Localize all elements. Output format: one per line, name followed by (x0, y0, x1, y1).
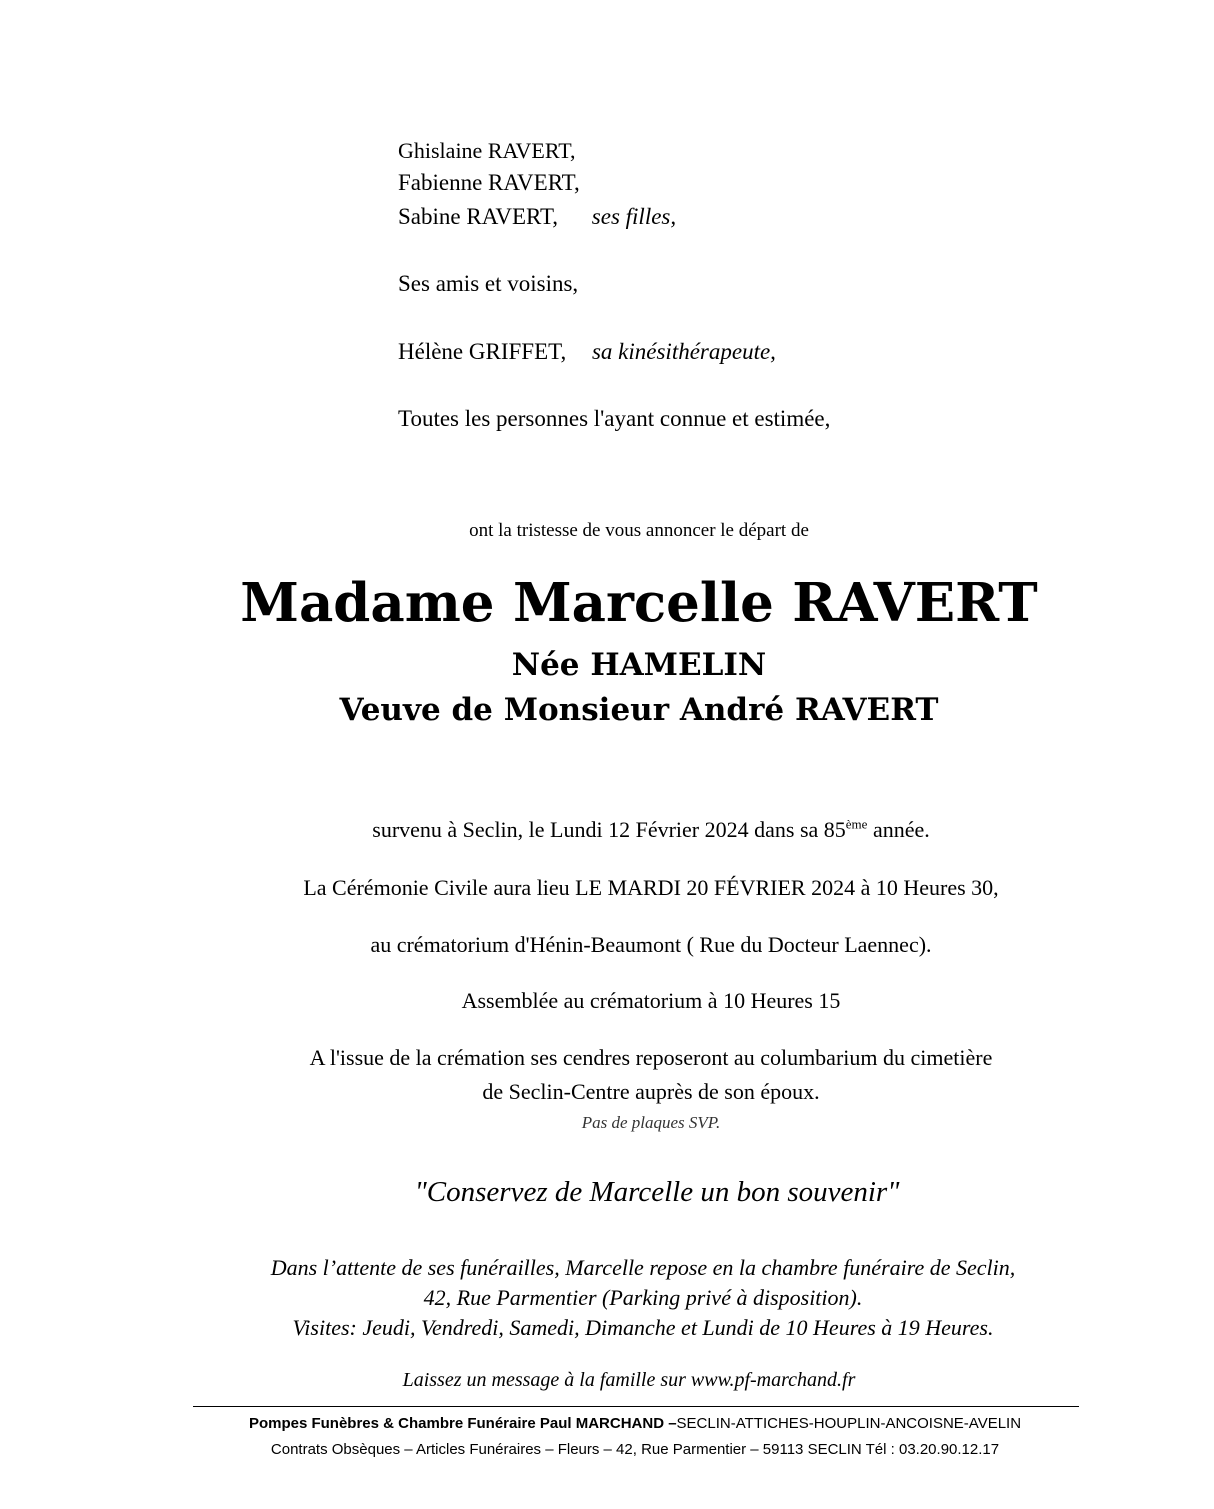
location-line: au crématorium d'Hénin-Beaumont ( Rue du Docteur Laennec). (370, 932, 932, 957)
visitation-line-3: Visites: Jeudi, Vendredi, Samedi, Dimanche et Lundi de 10 Heures à 19 Heures. (292, 1315, 994, 1340)
therapist-line (398, 339, 776, 365)
therapist-role: sa kinésithérapeute, (591, 339, 776, 364)
everyone-line: Toutes les personnes l'ayant connue et estimée, (398, 406, 831, 431)
footer-company (28, 1415, 1214, 1432)
assembly-line: Assemblée au crématorium à 10 Heures 15 (461, 988, 841, 1013)
online-message: Laissez un message à la famille sur www.pf-marchand.fr (402, 1369, 856, 1391)
family-role: ses filles, (591, 204, 677, 229)
no-plaques-note: Pas de plaques SVP. (581, 1113, 721, 1132)
maiden-name: Née HAMELIN (511, 647, 767, 683)
visitation-line-1: Dans l’attente de ses funérailles, Marcelle repose en la chambre funéraire de Seclin, (270, 1255, 1016, 1280)
footer-divider (193, 1406, 1079, 1407)
footer-company-towns: SECLIN-ATTICHES-HOUPLIN-ANCOISNE-AVELIN (676, 1415, 1022, 1432)
announcement-intro: ont la tristesse de vous annoncer le départ de (469, 520, 809, 541)
death-superscript: ème (845, 816, 868, 832)
family-line-fabienne (398, 170, 580, 196)
family-name: Fabienne RAVERT, (398, 170, 580, 195)
death-line (44, 817, 1214, 843)
ashes-line-2: de Seclin-Centre auprès de son époux. (482, 1079, 820, 1104)
deceased-name: Madame Marcelle RAVERT (240, 572, 1038, 634)
family-name: Sabine RAVERT, (398, 204, 559, 229)
family-name: Ghislaine RAVERT, (398, 138, 576, 163)
ceremony-line: La Cérémonie Civile aura lieu LE MARDI 20 FÉVRIER 2024 à 10 Heures 30, (303, 875, 999, 900)
footer-company-name: Pompes Funèbres & Chambre Funéraire Paul MARCHAND – (248, 1415, 677, 1432)
family-line-ghislaine (398, 138, 576, 164)
ashes-line-1: A l'issue de la crémation ses cendres reposeront au columbarium du cimetière (309, 1045, 993, 1070)
death-text: survenu à Seclin, le Lundi 12 Février 2024 dans sa 85 (372, 817, 846, 842)
quote: "Conservez de Marcelle un bon souvenir" (414, 1176, 900, 1208)
death-text-end: année. (867, 817, 930, 842)
family-line-sabine (398, 204, 676, 230)
widow-of: Veuve de Monsieur André RAVERT (339, 692, 939, 728)
therapist-name: Hélène GRIFFET, (398, 339, 567, 364)
footer-services: Contrats Obsèques – Articles Funéraires – Fleurs – 42, Rue Parmentier – 59113 SECLIN Tél : 03.20.90.12.17 (270, 1441, 1000, 1458)
visitation-line-2: 42, Rue Parmentier (Parking privé à disposition). (423, 1285, 863, 1310)
friends-line: Ses amis et voisins, (398, 271, 579, 296)
